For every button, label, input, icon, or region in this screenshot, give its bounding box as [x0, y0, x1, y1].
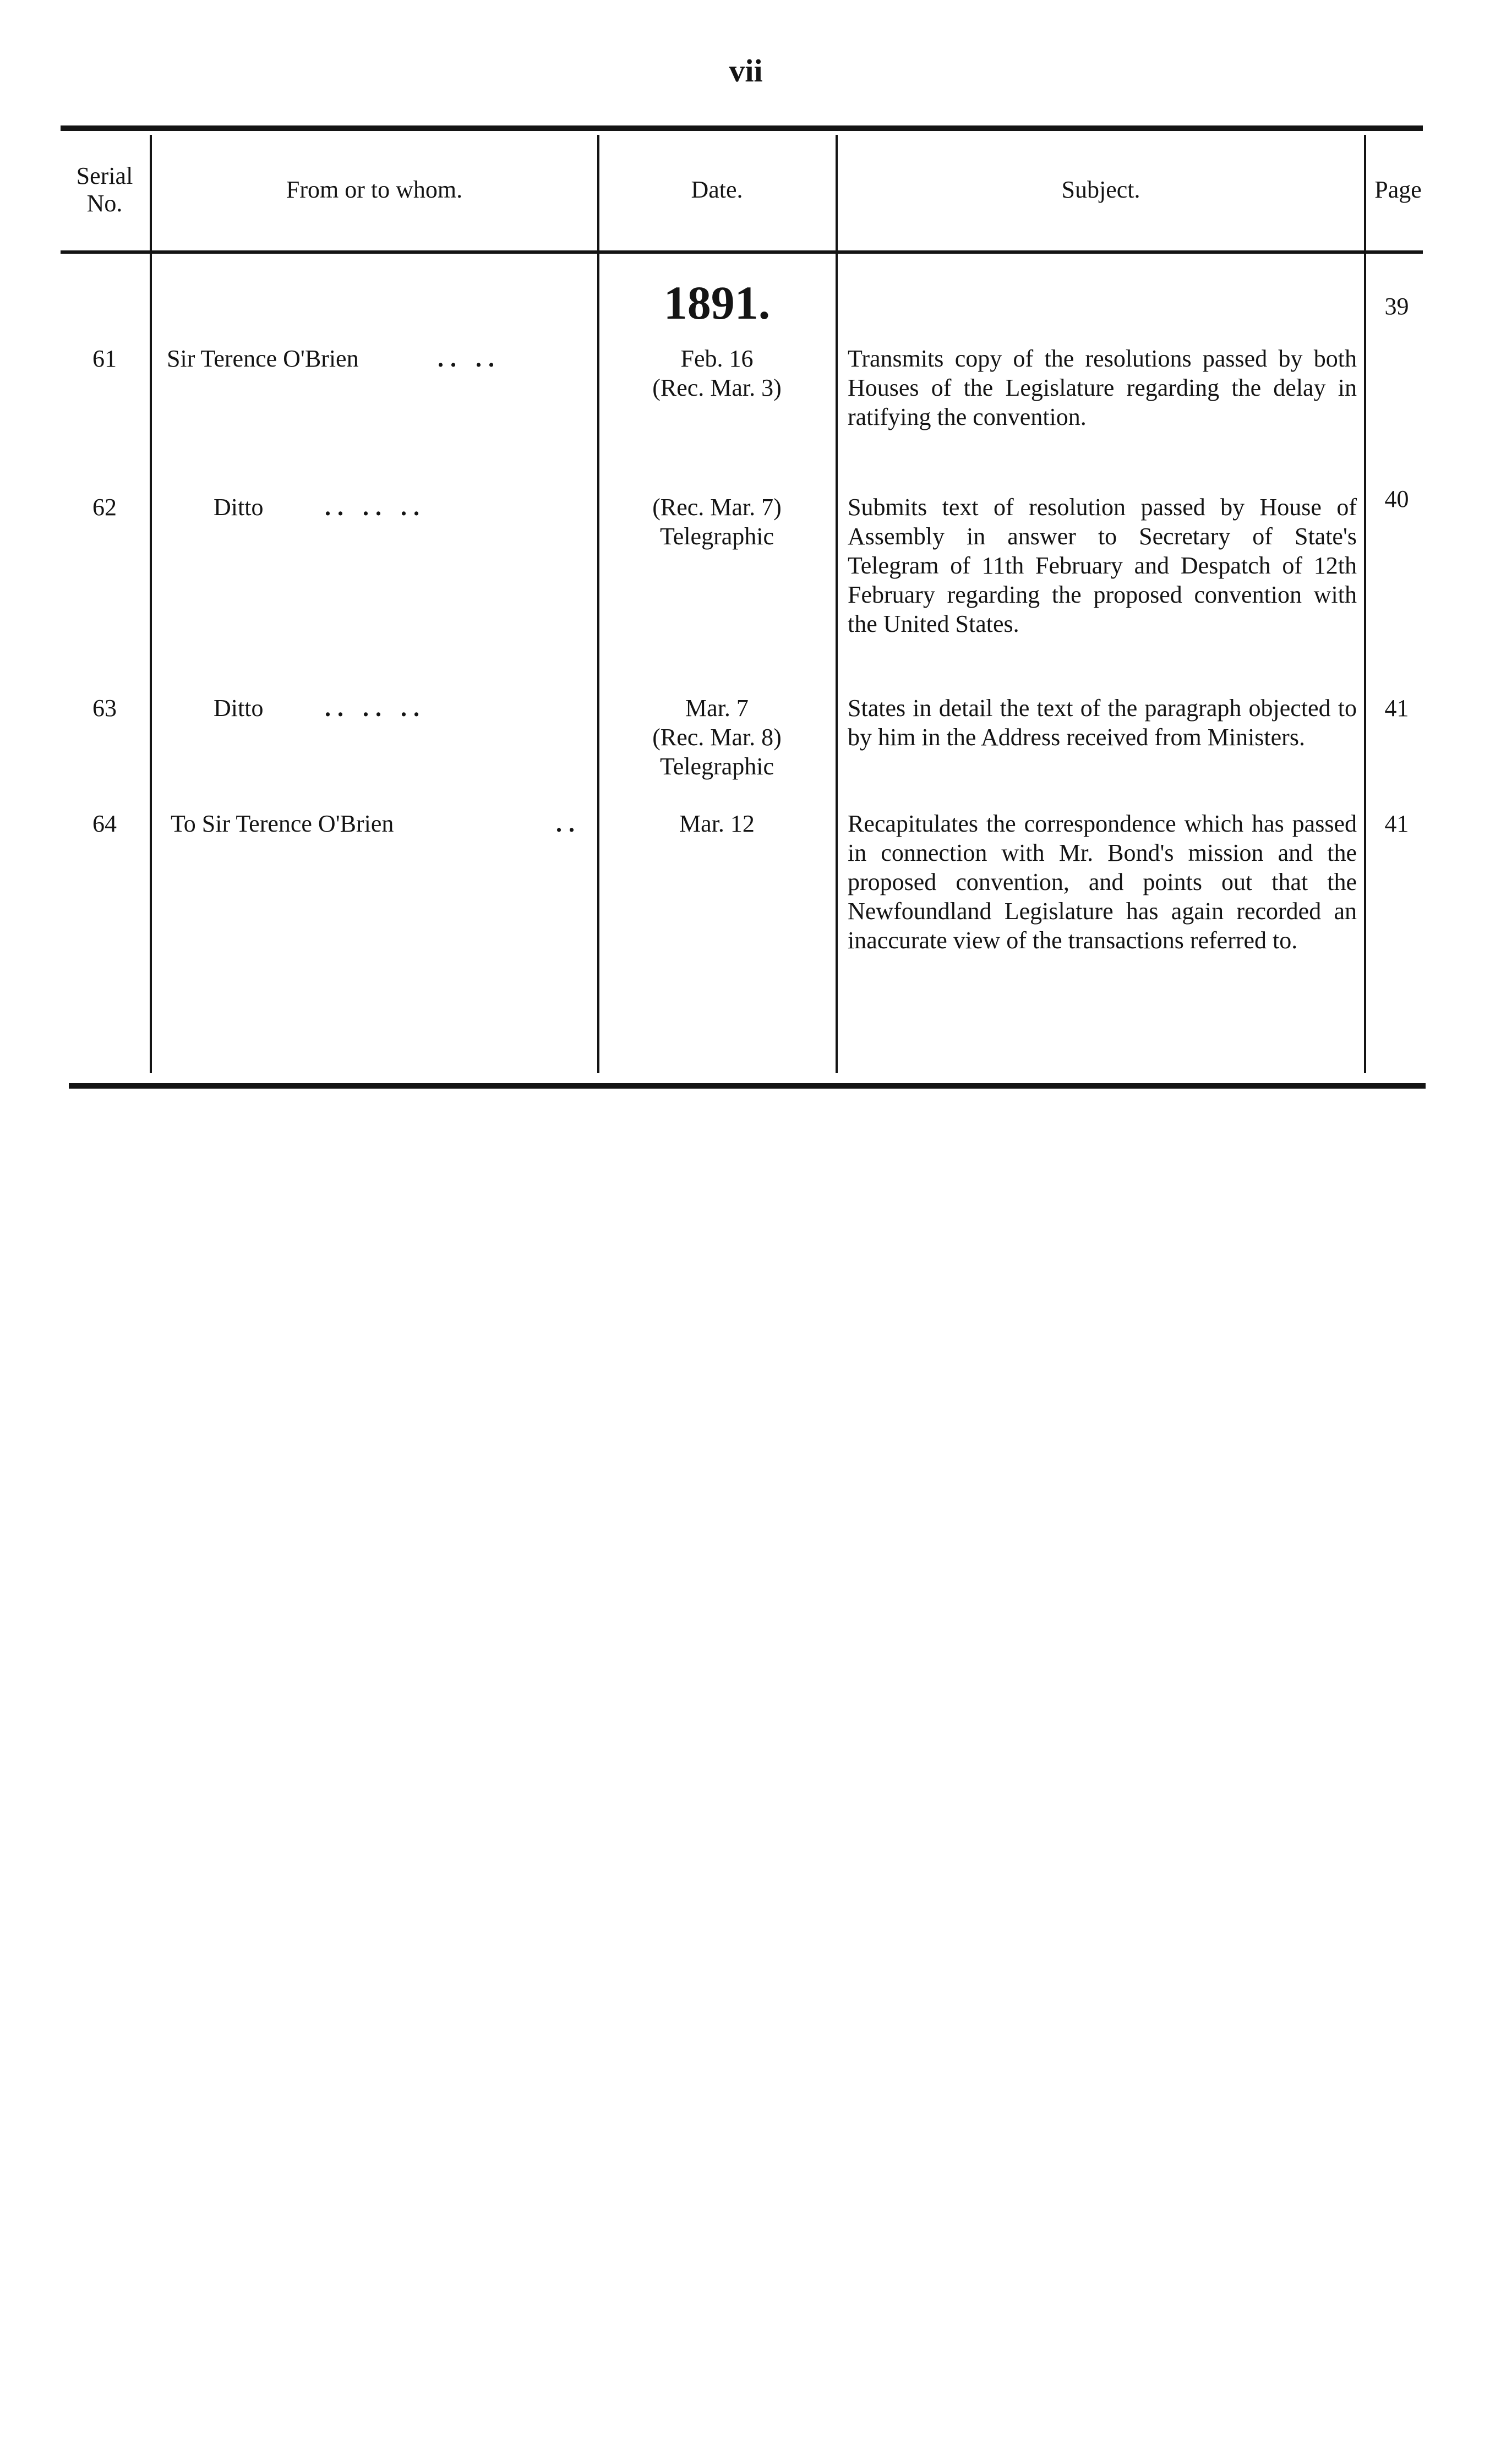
date-line: Telegraphic [659, 753, 774, 780]
header-serial: Serial No. [76, 162, 133, 217]
page-number: vii [729, 53, 763, 89]
table-bottom-rule [69, 1083, 1426, 1089]
row-64-from: To Sir Terence O'Brien [171, 810, 394, 837]
header-page: Page [1374, 176, 1422, 203]
date-line: Mar. 12 [679, 810, 755, 837]
row-62-page: 40 [1384, 485, 1409, 512]
subject-text: States in detail the text of the paragraph objected to by him in the Address received from Ministers. [848, 695, 1357, 751]
row-63-leader-dots: .. .. .. [325, 695, 426, 722]
row-63-page: 41 [1384, 695, 1409, 722]
row-62-serial: 62 [92, 494, 117, 521]
subject-text: Recapitulates the correspondence which has passed in connection with Mr. Bond's mission and the proposed convention, and points out that the Newfoundland Legislature has again recorded an inaccurate view of the transactions referred to. [848, 810, 1357, 954]
row-61-page: 39 [1384, 293, 1409, 320]
row-61-serial: 61 [92, 345, 117, 372]
header-from: From or to whom. [286, 176, 463, 203]
date-line: Mar. 7 [685, 695, 749, 722]
date-line: Feb. 16 [680, 345, 754, 372]
year-heading: 1891. [663, 276, 771, 329]
column-divider [150, 135, 152, 1073]
header-date: Date. [691, 176, 743, 203]
row-62-from: Ditto [214, 494, 264, 521]
row-62-subject [848, 493, 1357, 638]
column-divider [836, 135, 838, 1073]
row-63-subject [848, 693, 1357, 752]
table-top-rule [61, 125, 1423, 131]
row-64-subject [848, 809, 1357, 955]
date-line: Telegraphic [659, 523, 774, 550]
row-64-page: 41 [1384, 810, 1409, 837]
date-line: (Rec. Mar. 3) [652, 374, 782, 401]
row-61-from: Sir Terence O'Brien [167, 345, 359, 372]
header-subject: Subject. [1061, 176, 1140, 203]
column-divider [1364, 135, 1366, 1073]
subject-text: Submits text of resolution passed by House of Assembly in answer to Secretary of State's Telegram of 11th February and Despatch of 12th February regarding the proposed convention with the United States. [848, 494, 1357, 637]
row-63-serial: 63 [92, 695, 117, 722]
row-63-from: Ditto [214, 695, 264, 722]
date-line: (Rec. Mar. 8) [652, 724, 782, 751]
subject-text: Transmits copy of the resolutions passed by both Houses of the Legislature regarding the delay in ratifying the convention. [848, 345, 1357, 430]
row-64-leader-dots: .. [556, 810, 581, 837]
row-64-serial: 64 [92, 810, 117, 837]
column-divider [597, 135, 599, 1073]
date-line: (Rec. Mar. 7) [652, 494, 782, 521]
row-61-date [600, 344, 834, 402]
row-61-subject [848, 344, 1357, 431]
row-63-date [600, 693, 834, 781]
row-62-date [600, 493, 834, 551]
row-62-leader-dots: .. .. .. [325, 494, 426, 521]
row-61-leader-dots: .. .. [438, 345, 501, 372]
header-bottom-rule [61, 250, 1423, 254]
row-64-date [600, 809, 834, 838]
